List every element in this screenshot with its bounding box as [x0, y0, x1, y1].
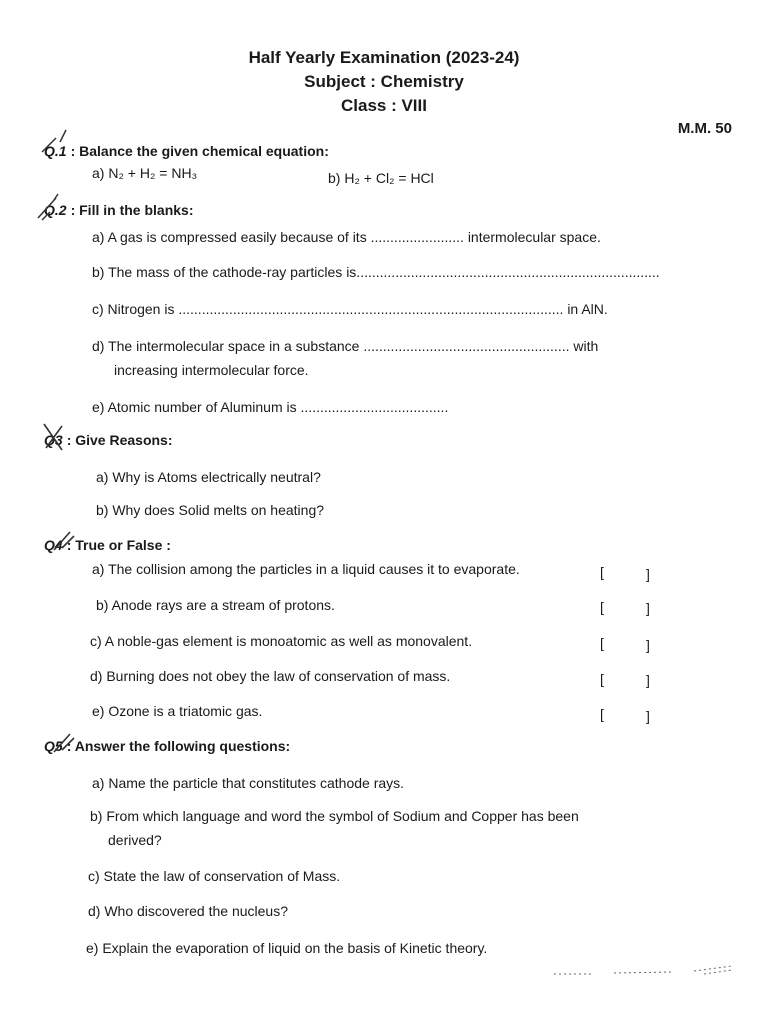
question-2-title: : Fill in the blanks: [70, 202, 194, 218]
answer-box-close: ] [646, 637, 650, 653]
pen-mark-icon [32, 190, 72, 224]
answer-box-open: [ [600, 635, 604, 651]
question-4-number: Q4 [44, 537, 63, 553]
q2-item-b: b) The mass of the cathode-ray particles is.............................................................................. [92, 264, 660, 280]
question-1-number: Q.1 [44, 143, 67, 159]
answer-box-open: [ [600, 671, 604, 687]
q1-item-b: b) H₂ + Cl₂ = HCl [328, 170, 434, 186]
q2-item-c: c) Nitrogen is ................................................................................................... in AlN. [92, 301, 608, 317]
question-1-title: : Balance the given chemical equation: [70, 143, 329, 159]
question-5-title: : Answer the following questions: [66, 738, 291, 754]
question-4-title: : True or False : [66, 537, 171, 553]
question-5-heading [44, 738, 290, 754]
q2-item-d-continued: increasing intermolecular force. [114, 362, 309, 378]
q4-item-c: c) A noble-gas element is monoatomic as well as monovalent. [90, 633, 473, 649]
q4-item-e: e) Ozone is a triatomic gas. [92, 703, 263, 719]
q5-item-a: a) Name the particle that constitutes cathode rays. [92, 775, 405, 791]
scan-noise-mark [554, 964, 734, 978]
max-marks: M.M. 50 [677, 120, 732, 137]
q5-item-b: b) From which language and word the symbol of Sodium and Copper has been [90, 808, 579, 824]
q5-item-b-continued: derived? [108, 832, 162, 848]
answer-box-open: [ [600, 706, 604, 722]
q4-item-d: d) Burning does not obey the law of conservation of mass. [90, 668, 451, 684]
q4-item-a: a) The collision among the particles in a liquid causes it to evaporate. [92, 561, 520, 577]
question-3-title: : Give Reasons: [66, 432, 173, 448]
exam-title: Half Yearly Examination (2023-24) [248, 48, 520, 67]
answer-box-open: [ [600, 564, 604, 580]
q3-item-a: a) Why is Atoms electrically neutral? [96, 469, 321, 485]
pen-mark-icon [44, 730, 78, 756]
pen-mark-icon [40, 420, 70, 454]
q2-item-a: a) A gas is compressed easily because of its ........................ intermolecular space. [92, 229, 601, 245]
q5-item-c: c) State the law of conservation of Mass. [88, 868, 341, 884]
answer-box-close: ] [646, 566, 650, 582]
q2-item-e: e) Atomic number of Aluminum is ...................................... [92, 399, 449, 415]
q2-item-d: d) The intermolecular space in a substance ..................................................... with [92, 338, 599, 354]
answer-box-close: ] [646, 672, 650, 688]
question-2-number: Q.2 [44, 202, 67, 218]
answer-box-close: ] [646, 708, 650, 724]
question-5-number: Q5 [44, 738, 63, 754]
answer-box-open: [ [600, 599, 604, 615]
answer-box-close: ] [646, 600, 650, 616]
class-line: Class : VIII [341, 96, 427, 115]
question-3-number: Q3 [44, 432, 63, 448]
pen-mark-icon [38, 128, 78, 158]
pen-mark-icon [44, 528, 78, 554]
q5-item-e: e) Explain the evaporation of liquid on the basis of Kinetic theory. [86, 940, 488, 956]
subject-line: Subject : Chemistry [304, 72, 464, 91]
q4-item-b: b) Anode rays are a stream of protons. [96, 597, 335, 613]
q5-item-d: d) Who discovered the nucleus? [88, 903, 288, 919]
question-1-heading [44, 143, 329, 159]
q3-item-b: b) Why does Solid melts on heating? [96, 502, 325, 518]
q1-item-a: a) N₂ + H₂ = NH₃ [92, 165, 198, 181]
